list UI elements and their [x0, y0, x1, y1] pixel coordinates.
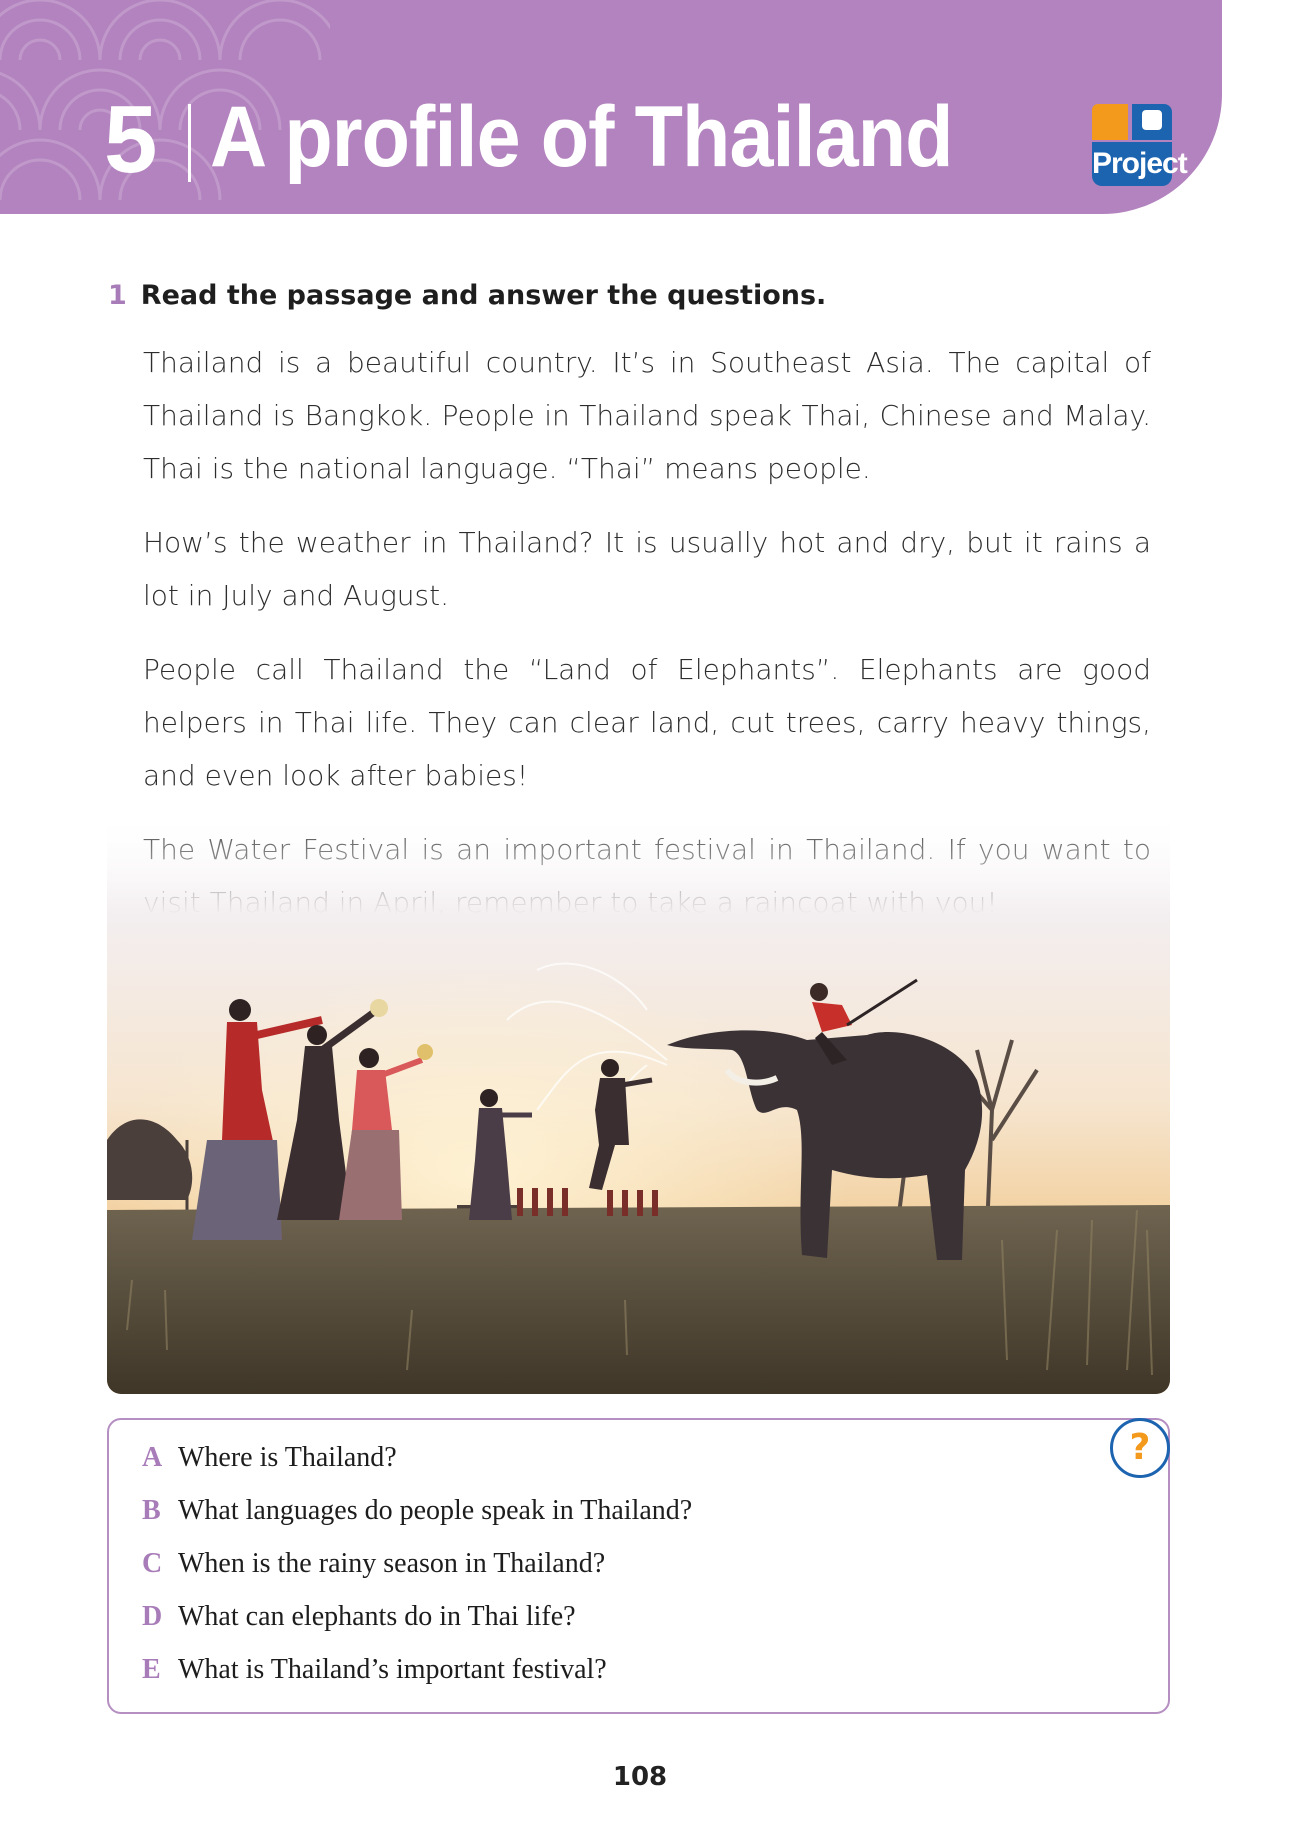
page-title: A profile of Thailand — [210, 89, 953, 185]
question-item — [142, 1442, 692, 1495]
unit-header-banner — [0, 0, 1222, 214]
question-letter: C — [142, 1548, 163, 1579]
question-letter: A — [142, 1442, 163, 1473]
question-mark-icon: ? — [1110, 1418, 1170, 1478]
question-letter: E — [142, 1654, 161, 1685]
passage-paragraph: Thailand is a beautiful country. It’s in Southeast Asia. The capital of Thailand is Bangkok. People in Thailand speak Thai, Chinese and Malay. Thai is the national language. “Thai” means people. — [143, 346, 1151, 485]
questions-list — [142, 1442, 692, 1707]
page-number: 108 — [612, 1762, 668, 1792]
question-letter: D — [142, 1601, 163, 1632]
question-text: Where is Thailand? — [178, 1442, 397, 1473]
badge-orange-square — [1092, 104, 1128, 140]
passage-paragraph: People call Thailand the “Land of Elephants”. Elephants are good helpers in Thai life. They can clear land, cut trees, carry heavy things, and even look after babies! — [143, 653, 1151, 792]
exercise-instruction — [108, 280, 826, 311]
water-festival-elephant-photo — [107, 810, 1170, 1394]
badge-blue-square — [1132, 104, 1172, 140]
question-text: What is Thailand’s important festival? — [178, 1654, 607, 1685]
question-letter: B — [142, 1495, 161, 1526]
question-text: What can elephants do in Thai life? — [178, 1601, 576, 1632]
instruction-text: Read the passage and answer the questions. — [140, 280, 827, 311]
question-text: When is the rainy season in Thailand? — [178, 1548, 606, 1579]
project-badge — [1092, 104, 1187, 186]
question-item — [142, 1495, 692, 1548]
title-divider — [188, 104, 191, 182]
project-badge-label: Project — [1092, 142, 1172, 186]
exercise-number: 1 — [108, 280, 127, 311]
question-item — [142, 1601, 692, 1654]
question-text: What languages do people speak in Thailand? — [178, 1495, 693, 1526]
passage-paragraph: How’s the weather in Thailand? It is usually hot and dry, but it rains a lot in July and August. — [143, 526, 1151, 612]
unit-number: 5 — [104, 86, 156, 193]
question-item — [142, 1654, 692, 1707]
question-item — [142, 1548, 692, 1601]
